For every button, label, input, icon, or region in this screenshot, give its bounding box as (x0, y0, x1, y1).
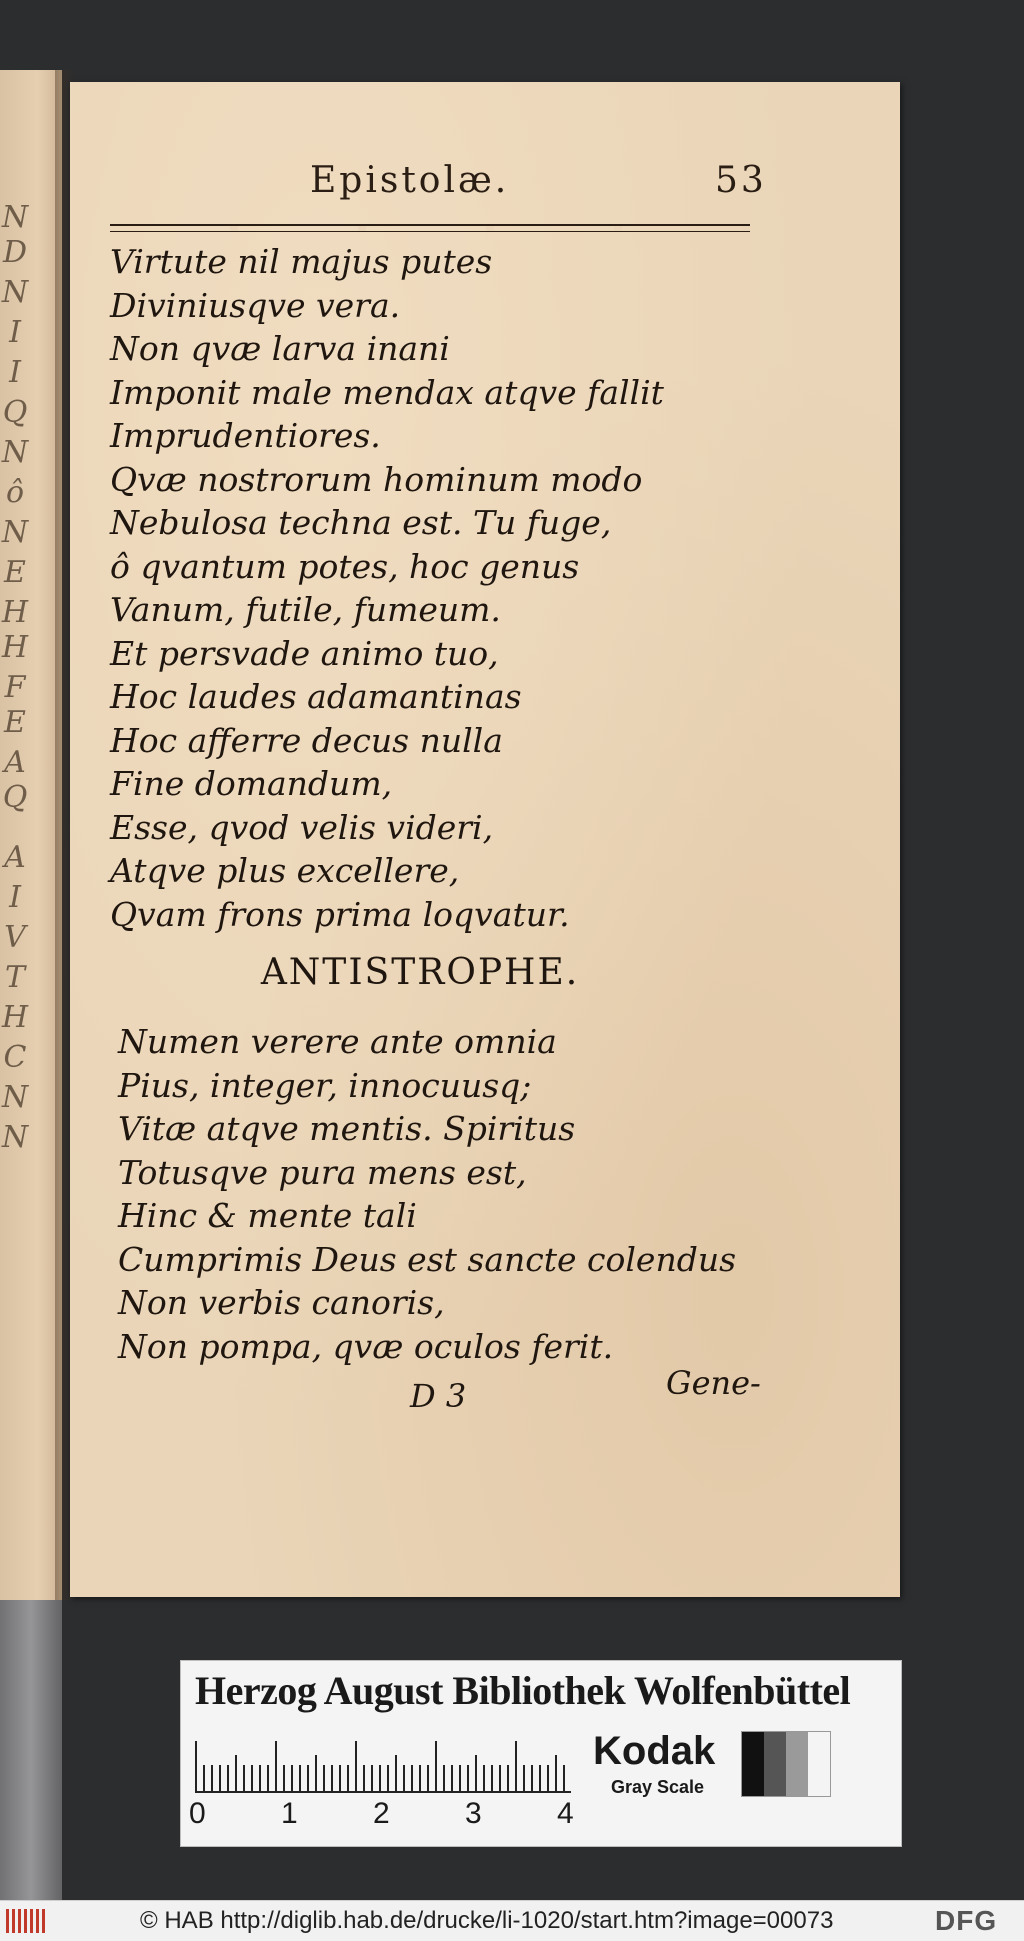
left-facing-page (0, 70, 62, 1600)
facing-page-fragment: I (9, 880, 21, 915)
verse-line: Vanum, futile, fumeum. (110, 590, 501, 629)
facing-page-fragment: F (4, 670, 26, 705)
ruler-tick (227, 1765, 229, 1791)
verse-line: Qvæ nostrorum hominum modo (110, 459, 643, 499)
ruler-tick (339, 1765, 341, 1791)
ruler-tick (387, 1765, 389, 1791)
verse-line: Non qvæ larva inani (110, 329, 450, 368)
ruler-tick (411, 1765, 413, 1791)
facing-page-fragment: C (3, 1040, 27, 1075)
verse-line: Vitæ atqve mentis. Spiritus (118, 1109, 576, 1148)
facing-page-fragment: I (9, 315, 21, 350)
copyright-url[interactable]: © HAB http://diglib.hab.de/drucke/li-1020/start.htm?image=00073 (140, 1907, 834, 1934)
verse-line: ô qvantum potes, hoc genus (110, 546, 580, 586)
ruler-tick (499, 1765, 501, 1791)
ruler-tick (475, 1755, 477, 1791)
verse-line: Virtute nil majus putes (110, 242, 493, 281)
barcode-icon (6, 1909, 48, 1933)
ruler-tick (347, 1765, 349, 1791)
facing-page-fragment: A (4, 840, 26, 875)
ruler-tick (531, 1765, 533, 1791)
ruler-numbers (189, 1797, 589, 1837)
library-color-card (180, 1660, 902, 1847)
ruler-tick (235, 1755, 237, 1791)
ruler-number: 2 (373, 1797, 390, 1830)
facing-page-fragment: V (4, 920, 26, 955)
facing-page-fragment: N (1, 1080, 29, 1115)
verse-line: Nebulosa techna est. Tu fuge, (110, 503, 612, 542)
ruler-tick (275, 1741, 277, 1791)
verse-line: Pius, integer, innocuusq; (118, 1065, 532, 1105)
facing-page-fragment: N (1, 200, 29, 235)
signature-mark: D 3 (410, 1377, 467, 1415)
scale-ruler (195, 1739, 571, 1793)
facing-page-fragment: T (4, 960, 25, 995)
ruler-number: 0 (189, 1797, 206, 1830)
ruler-tick (491, 1765, 493, 1791)
gray-scale-label: Gray Scale (611, 1777, 705, 1797)
facing-page-fragment: N (1, 275, 29, 310)
catchword: Gene- (666, 1364, 761, 1402)
ruler-number: 1 (281, 1797, 298, 1830)
facing-page-fragment: H (1, 630, 29, 665)
gray-swatch (808, 1732, 830, 1796)
ruler-tick (363, 1765, 365, 1791)
ruler-tick (355, 1741, 357, 1791)
section-heading: ANTISTROPHE. (260, 952, 580, 993)
ruler-tick (203, 1765, 205, 1791)
ruler-tick (307, 1765, 309, 1791)
verse-line: Totusqve pura mens est, (118, 1152, 527, 1192)
facing-page-fragment: N (1, 1120, 29, 1155)
library-name: Herzog August Bibliothek Wolfenbüttel (195, 1668, 851, 1713)
verse-line: Hinc & mente tali (118, 1196, 417, 1235)
facing-page-fragment: N (1, 515, 29, 550)
book-page (70, 82, 900, 1597)
stanza-antistrophe (118, 1020, 818, 1368)
verse-line: Non verbis canoris, (118, 1283, 445, 1322)
ruler-tick (291, 1765, 293, 1791)
footer-bar (0, 1900, 1024, 1941)
verse-line: Atqve plus excellere, (110, 851, 460, 890)
running-head-title: Epistolæ. (310, 160, 510, 201)
gray-scale-swatches (741, 1731, 831, 1797)
verse-line: Qvam frons prima loqvatur. (110, 894, 570, 934)
gray-swatch (786, 1732, 808, 1796)
facing-page-fragment: Q (2, 780, 28, 815)
facing-page-fragment: I (9, 355, 21, 390)
ruler-tick (419, 1765, 421, 1791)
ruler-tick (211, 1765, 213, 1791)
ruler-tick (283, 1765, 285, 1791)
head-rule (110, 224, 750, 232)
ruler-tick (195, 1741, 197, 1791)
ruler-tick (507, 1765, 509, 1791)
verse-line: Imponit male mendax atqve fallit (110, 372, 664, 412)
ruler-tick (427, 1765, 429, 1791)
verse-line: Imprudentiores. (110, 416, 381, 455)
ruler-tick (443, 1765, 445, 1791)
ruler-tick (435, 1741, 437, 1791)
facing-page-fragment: Q (2, 395, 28, 430)
facing-page-fragment: ô (5, 475, 25, 510)
stanza-strophe (110, 240, 810, 936)
ruler-tick (299, 1765, 301, 1791)
verse-line: Non pompa, qvæ oculos ferit. (118, 1326, 614, 1366)
verse-line: Diviniusqve vera. (110, 285, 401, 325)
ruler-number: 4 (557, 1797, 574, 1830)
facing-page-fragment: A (4, 745, 26, 780)
kodak-brand: Kodak (593, 1729, 716, 1773)
ruler-tick (323, 1765, 325, 1791)
ruler-tick (563, 1765, 565, 1791)
verse-line: Fine domandum, (110, 764, 393, 803)
ruler-tick (251, 1765, 253, 1791)
verse-line: Numen verere ante omnia (118, 1022, 557, 1061)
ruler-tick (539, 1765, 541, 1791)
gray-swatch (764, 1732, 786, 1796)
facing-page-fragment: H (1, 1000, 29, 1035)
ruler-tick (379, 1765, 381, 1791)
ruler-tick (451, 1765, 453, 1791)
ruler-tick (459, 1765, 461, 1791)
page-number: 53 (715, 160, 767, 201)
gray-swatch (742, 1732, 764, 1796)
ruler-tick (267, 1765, 269, 1791)
ruler-tick (467, 1765, 469, 1791)
dfg-logo: DFG (935, 1905, 998, 1936)
book-cradle-edge (0, 1600, 62, 1900)
facing-page-fragment: E (4, 555, 26, 590)
ruler-tick (515, 1741, 517, 1791)
ruler-tick (395, 1755, 397, 1791)
ruler-tick (555, 1755, 557, 1791)
verse-line: Hoc laudes adamantinas (110, 677, 522, 716)
ruler-tick (331, 1765, 333, 1791)
ruler-tick (259, 1765, 261, 1791)
verse-line: Hoc afferre decus nulla (110, 720, 503, 760)
verse-line: Et persvade animo tuo, (110, 633, 499, 673)
facing-page-fragment: D (2, 235, 28, 270)
ruler-tick (483, 1765, 485, 1791)
facing-page-fragment: N (1, 435, 29, 470)
ruler-tick (523, 1765, 525, 1791)
verse-line: Cumprimis Deus est sancte colendus (118, 1239, 737, 1279)
facing-page-fragment: H (1, 595, 29, 630)
facing-page-fragment: E (4, 705, 26, 740)
ruler-tick (371, 1765, 373, 1791)
ruler-tick (315, 1755, 317, 1791)
ruler-tick (547, 1765, 549, 1791)
verse-line: Esse, qvod velis videri, (110, 807, 494, 847)
ruler-tick (243, 1765, 245, 1791)
ruler-number: 3 (465, 1797, 482, 1830)
ruler-tick (219, 1765, 221, 1791)
ruler-tick (403, 1765, 405, 1791)
